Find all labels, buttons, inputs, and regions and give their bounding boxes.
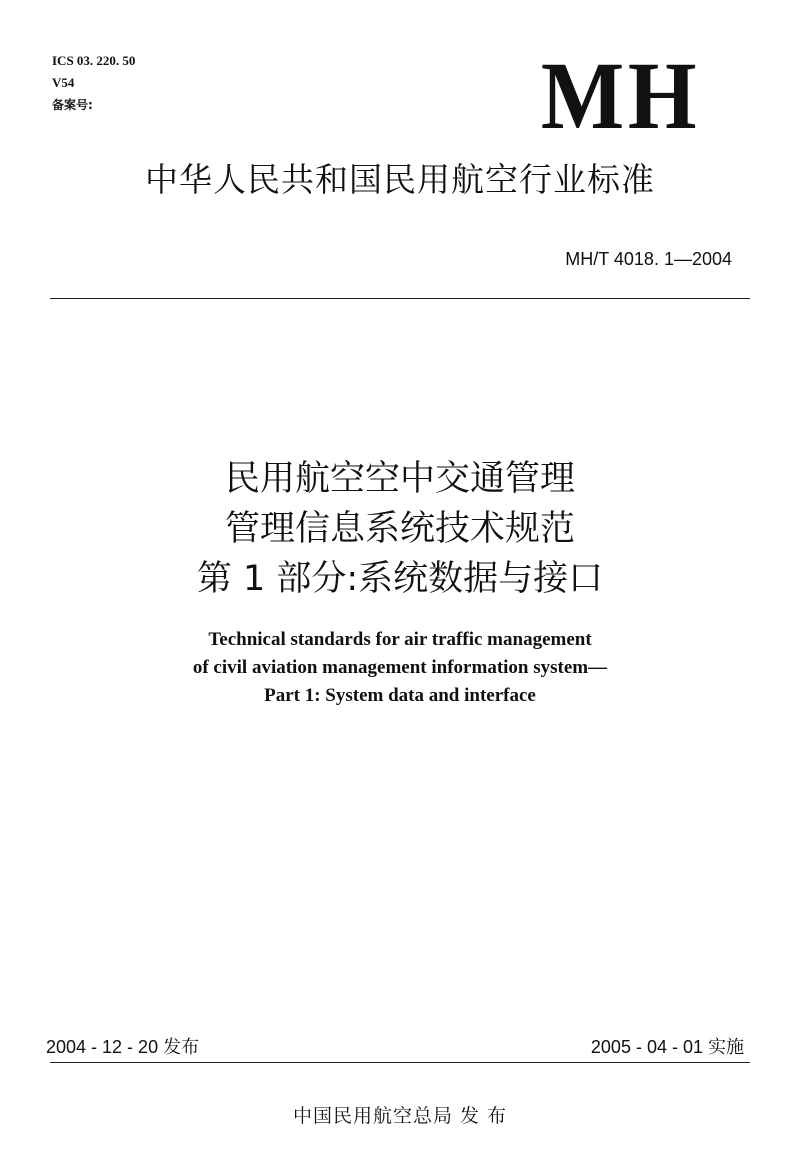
organization-heading: 中华人民共和国民用航空行业标准 [145, 160, 655, 199]
title-en-line-3: Part 1: System data and interface [264, 685, 536, 706]
issuing-authority: 中国民用航空总局 发 布 [292, 1105, 508, 1127]
standard-number: MH/T 4018. 1—2004 [565, 249, 732, 269]
classification-code: V54 [52, 75, 75, 90]
mh-logo: MH [540, 42, 700, 149]
bottom-divider [50, 1062, 750, 1063]
title-en-line-1: Technical standards for air traffic management [208, 629, 592, 650]
title-en-line-2: of civil aviation management information system— [192, 657, 608, 678]
top-divider [50, 298, 750, 299]
record-number-label: 备案号: [52, 98, 93, 112]
ics-code: ICS 03. 220. 50 [52, 53, 136, 68]
title-cn-line-1: 民用航空空中交通管理 [224, 459, 575, 499]
issue-date: 2004 - 12 - 20 发布 [46, 1037, 200, 1057]
implementation-date: 2005 - 04 - 01 实施 [590, 1037, 744, 1057]
title-cn-line-2: 管理信息系统技术规范 [224, 509, 575, 549]
title-cn-line-3: 第 1 部分:系统数据与接口 [196, 559, 604, 599]
